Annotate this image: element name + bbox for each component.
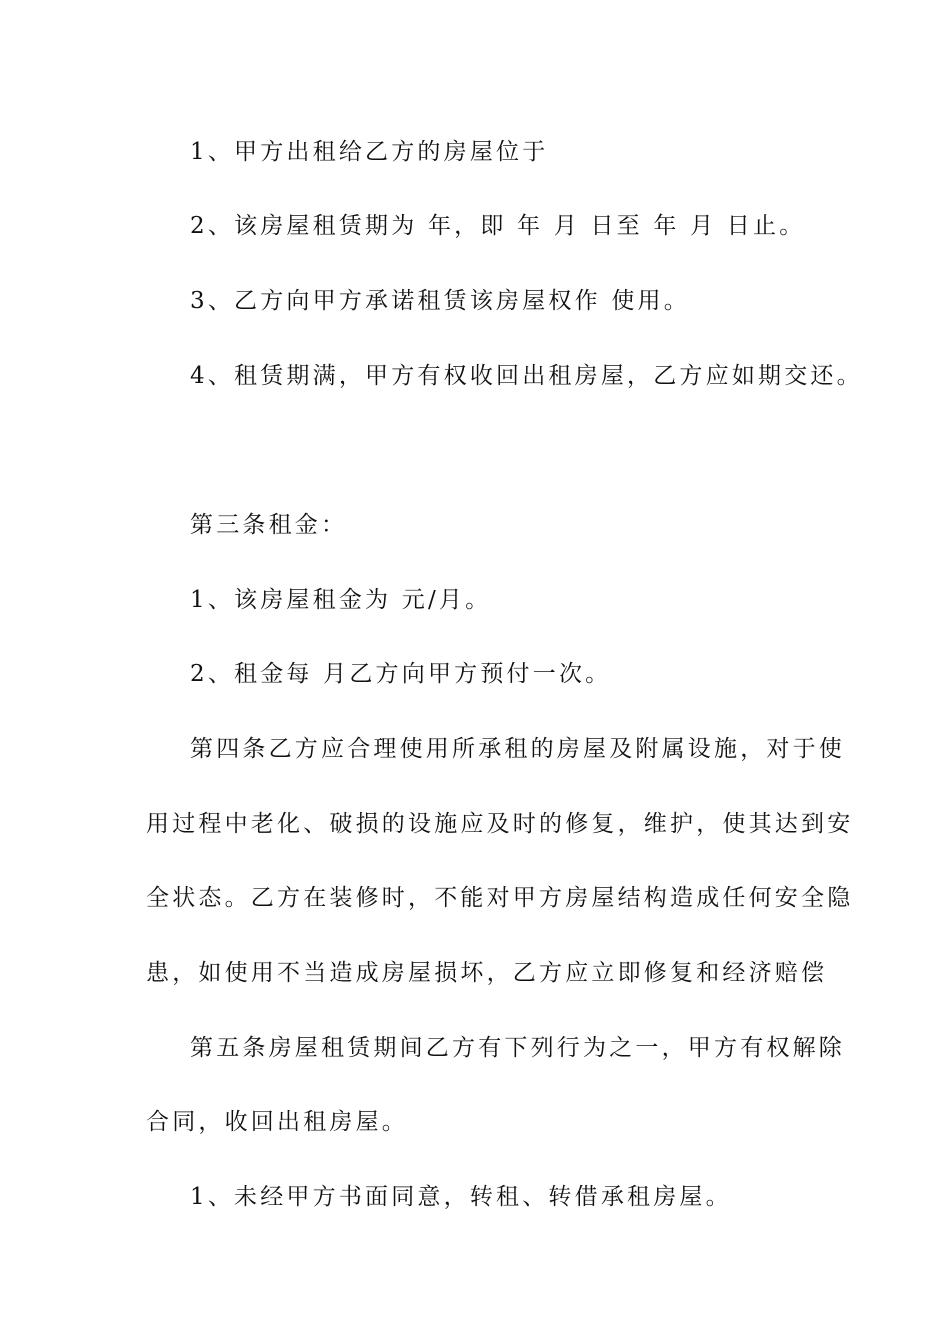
clause-3-item-1: 1、该房屋租金为 元/月。 [190, 587, 492, 613]
clause-2-item-1: 1、甲方出租给乙方的房屋位于 [190, 139, 549, 165]
clause-3-item-2: 2、租金每 月乙方向甲方预付一次。 [190, 661, 612, 687]
clause-5-item-1: 1、未经甲方书面同意，转租、转借承租房屋。 [190, 1184, 732, 1210]
clause-5-line-1: 第五条房屋租赁期间乙方有下列行为之一，甲方有权解除 [190, 1035, 845, 1061]
clause-3-heading: 第三条租金： [190, 512, 348, 538]
clause-2-item-4: 4、租赁期满，甲方有权收回出租房屋，乙方应如期交还。 [190, 363, 863, 389]
clause-4-line-1: 第四条乙方应合理使用所承租的房屋及附属设施，对于使 [190, 736, 845, 762]
clause-4-line-4: 患，如使用不当造成房屋损坏，乙方应立即修复和经济赔偿 [146, 960, 828, 986]
clause-2-item-3: 3、乙方向甲方承诺租赁该房屋权作 使用。 [190, 288, 690, 314]
clause-4-line-2: 用过程中老化、破损的设施应及时的修复，维护，使其达到安 [146, 811, 854, 837]
clause-5-line-2: 合同，收回出租房屋。 [146, 1109, 408, 1135]
clause-2-item-2: 2、该房屋租赁期为 年，即 年 月 日至 年 月 日止。 [190, 213, 806, 239]
clause-4-line-3: 全状态。乙方在装修时，不能对甲方房屋结构造成任何安全隐 [146, 885, 854, 911]
